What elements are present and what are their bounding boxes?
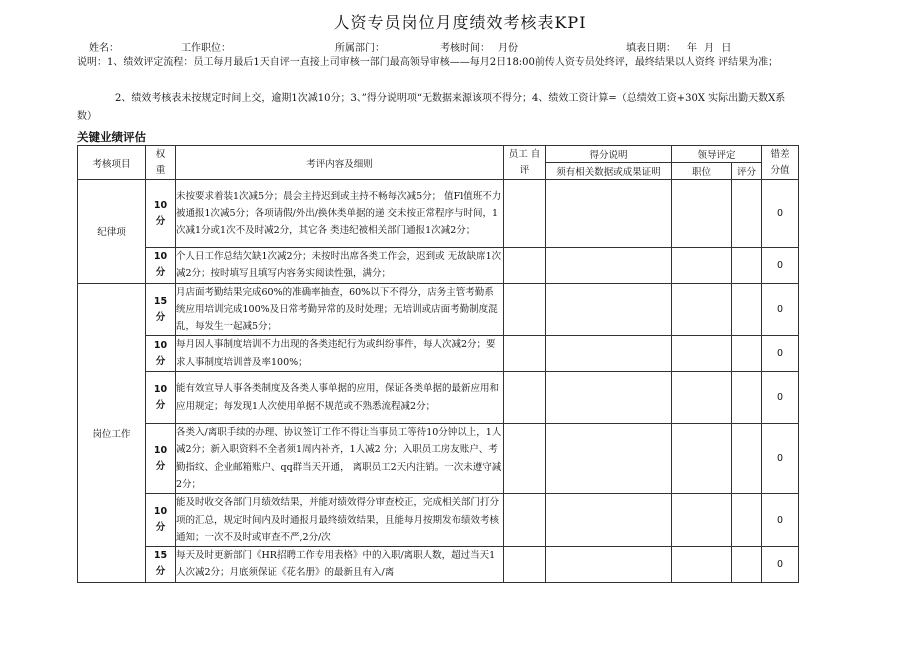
table-row — [78, 424, 799, 494]
leader-score-cell[interactable] — [732, 336, 762, 372]
row-weight: 10 分 — [146, 248, 176, 284]
table-row — [78, 372, 799, 424]
self-score-cell[interactable] — [504, 424, 546, 494]
score-desc-cell[interactable] — [546, 424, 672, 494]
score-desc-cell[interactable] — [546, 547, 672, 583]
score-desc-cell[interactable] — [546, 180, 672, 248]
leader-score-cell[interactable] — [732, 494, 762, 547]
leader-score-cell[interactable] — [732, 424, 762, 494]
table-row — [78, 283, 799, 336]
col-header-error — [762, 146, 799, 180]
position-label: 工作职位： — [181, 43, 231, 54]
error-value: 0 — [762, 180, 799, 248]
period-value: 月份 — [498, 43, 518, 54]
note-line-2: 2、绩效考核表未按规定时间上交，逾期1次减10分；3、”得分说明项“无数据来源该项不得分；4、绩效工资计算=（总绩效工资+30X 实际出勤天数X系数） — [77, 93, 786, 122]
leader-position-cell[interactable] — [672, 248, 732, 284]
row-content: 每月因人事制度培训不力出现的各类违纪行为或纠纷事件，每人次减2分；要求人事制度培训普及率100%； — [176, 336, 504, 372]
self-score-cell[interactable] — [504, 547, 546, 583]
self-score-cell[interactable] — [504, 494, 546, 547]
leader-position-cell[interactable] — [672, 336, 732, 372]
table-row — [78, 336, 799, 372]
leader-position-cell[interactable] — [672, 372, 732, 424]
category-discipline: 纪律项 — [78, 180, 146, 284]
row-content: 月店面考勤结果完成60%的准确率抽查，60%以下不得分，店务主管考勤系统应用培训完成100%及日常考勤异常的及时处理；无培训或店面考勤制度混乱，每发生一起减5分； — [176, 283, 504, 336]
leader-score-cell[interactable] — [732, 248, 762, 284]
col-header-leader: 领导评定 — [672, 146, 762, 163]
score-desc-cell[interactable] — [546, 336, 672, 372]
leader-position-cell[interactable] — [672, 424, 732, 494]
col-header-error-2: 分值 — [770, 164, 790, 176]
date-value: 年 月 日 — [687, 43, 734, 54]
leader-score-cell[interactable] — [732, 283, 762, 336]
row-content: 能有效宣导人事各类制度及各类人事单据的应用，保证各类单据的最新应用和应用规定；每发现1人次使用单据不规范或不熟悉流程减2分； — [176, 372, 504, 424]
error-value: 0 — [762, 372, 799, 424]
leader-position-cell[interactable] — [672, 180, 732, 248]
error-value: 0 — [762, 424, 799, 494]
col-header-leader-score: 评分 — [732, 163, 762, 180]
row-content: 个人日工作总结欠缺1次减2分；未按时出席各类工作会，迟到或 无故缺席1次减2分；按时填写且填写内容务实阅读性强，满分； — [176, 248, 504, 284]
col-header-weight-1: 权 — [155, 148, 166, 160]
self-score-cell[interactable] — [504, 336, 546, 372]
date-label: 填表日期： — [626, 43, 676, 54]
row-weight: 15 分 — [146, 547, 176, 583]
leader-score-cell[interactable] — [732, 547, 762, 583]
col-header-self-1: 员工 自 — [508, 148, 541, 160]
self-score-cell[interactable] — [504, 180, 546, 248]
col-header-weight-2: 重 — [155, 164, 166, 176]
error-value: 0 — [762, 547, 799, 583]
row-weight: 10 分 — [146, 424, 176, 494]
row-content: 未按要求着装1次减5分；晨会主持迟到或主持不畅每次减5分； 值Fl值班不力被通报1次减5分；各项请假/外出/换休类单据的递 交未按正常程序与时间，1次减1分或1次不及时减2分，其它各 类违纪被相关部门通报1次减2分； — [176, 180, 504, 248]
col-header-score-desc-sub: 须有相关数据或成果证明 — [546, 163, 672, 180]
self-score-cell[interactable] — [504, 283, 546, 336]
col-header-content: 考评内容及细则 — [176, 146, 504, 180]
row-content: 每天及时更新部门《HR招聘工作专用表格》中的入职/离职人数，超过当天1人次减2分；月底须保证《花名册》的最新且有入/离 — [176, 547, 504, 583]
leader-position-cell[interactable] — [672, 494, 732, 547]
leader-score-cell[interactable] — [732, 180, 762, 248]
error-value: 0 — [762, 494, 799, 547]
col-header-score-desc: 得分说明 — [546, 146, 672, 163]
score-desc-cell[interactable] — [546, 372, 672, 424]
table-row — [78, 547, 799, 583]
col-header-self — [504, 146, 546, 180]
error-value: 0 — [762, 336, 799, 372]
table-row — [78, 494, 799, 547]
col-header-item: 考核项目 — [78, 146, 146, 180]
score-desc-cell[interactable] — [546, 283, 672, 336]
score-desc-cell[interactable] — [546, 248, 672, 284]
row-weight: 10 分 — [146, 180, 176, 248]
self-score-cell[interactable] — [504, 248, 546, 284]
col-header-error-1: 错差 — [770, 148, 790, 160]
col-header-self-2: 评 — [519, 164, 530, 176]
name-label: 姓名： — [89, 43, 119, 54]
leader-position-cell[interactable] — [672, 547, 732, 583]
form-title: 人资专员岗位月度绩效考核表KPI — [333, 13, 587, 32]
row-content: 各类入/离职手续的办理、协议签订工作不得让当事员工等待10分钟以上，1人减2分；新入职资料不全者须1周内补齐，1人减2 分；入职员工房友账户、考勤指纹、企业邮箱账户、qq群当天开通， 离职员工2天内注销。一次未遵守减2分； — [176, 424, 504, 494]
table-row — [78, 180, 799, 248]
leader-position-cell[interactable] — [672, 283, 732, 336]
department-label: 所属部门： — [335, 43, 385, 54]
category-position-work: 岗位工作 — [78, 283, 146, 582]
score-desc-cell[interactable] — [546, 494, 672, 547]
leader-score-cell[interactable] — [732, 372, 762, 424]
note-line-1: 说明：1、绩效评定流程：员工每月最后1天自评一直接上司审核一部门最高领导审核——每月2日18:00前传人资专员处终评，最终结果以人资终 评结果为准； — [77, 57, 779, 68]
section-title: 关键业绩评估 — [77, 130, 146, 144]
kpi-table — [77, 145, 799, 583]
period-label: 考核时间： — [440, 43, 490, 54]
error-value: 0 — [762, 283, 799, 336]
row-weight: 10 分 — [146, 336, 176, 372]
table-row — [78, 248, 799, 284]
row-weight: 15 分 — [146, 283, 176, 336]
row-weight: 10 分 — [146, 372, 176, 424]
col-header-leader-position: 职位 — [672, 163, 732, 180]
col-header-weight — [146, 146, 176, 180]
row-content: 能及时收交各部门月绩效结果，并能对绩效得分审查校正，完成相关部门打分项的汇总，规定时间内及时通报月最终绩效结果，且能每月按期发布绩效考核通知；一次不及时或审查不严,2分/次 — [176, 494, 504, 547]
self-score-cell[interactable] — [504, 372, 546, 424]
row-weight: 10 分 — [146, 494, 176, 547]
error-value: 0 — [762, 248, 799, 284]
